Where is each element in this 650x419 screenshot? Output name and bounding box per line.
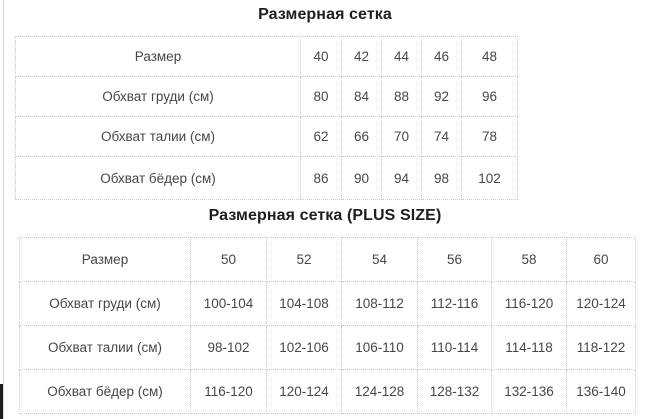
- value-cell: 86: [301, 157, 342, 200]
- value-cell: 120-124: [567, 282, 636, 326]
- size-chart-title: Размерная сетка: [258, 6, 392, 23]
- value-cell: 78: [462, 117, 518, 157]
- value-cell: 116-120: [191, 370, 267, 414]
- size-chart-hips-row: [16, 157, 518, 200]
- value-cell: 124-128: [342, 370, 418, 414]
- value-cell: 90: [342, 157, 382, 200]
- value-cell: 136-140: [567, 370, 636, 414]
- size-chart-waist-row: [16, 117, 518, 157]
- value-cell: 74: [422, 117, 462, 157]
- row-label: Обхват груди (см): [16, 77, 301, 117]
- size-chart-size-cell: 40: [301, 37, 342, 77]
- value-cell: 80: [301, 77, 342, 117]
- value-cell: 98-102: [191, 326, 267, 370]
- value-cell: 114-118: [492, 326, 567, 370]
- plus-size-chart-hips-row: [20, 370, 636, 414]
- value-cell: 96: [462, 77, 518, 117]
- plus-size-chart-size-cell: 60: [567, 238, 636, 282]
- plus-size-chart-size-cell: 50: [191, 238, 267, 282]
- plus-size-chart-size-cell: 56: [418, 238, 492, 282]
- value-cell: 106-110: [342, 326, 418, 370]
- row-label: Обхват талии (см): [16, 117, 301, 157]
- value-cell: 70: [382, 117, 422, 157]
- value-cell: 94: [382, 157, 422, 200]
- value-cell: 88: [382, 77, 422, 117]
- value-cell: 92: [422, 77, 462, 117]
- value-cell: 132-136: [492, 370, 567, 414]
- value-cell: 120-124: [267, 370, 342, 414]
- plus-size-chart-header-label: Размер: [20, 238, 191, 282]
- value-cell: 62: [301, 117, 342, 157]
- value-cell: 98: [422, 157, 462, 200]
- value-cell: 112-116: [418, 282, 492, 326]
- size-chart-size-cell: 48: [462, 37, 518, 77]
- plus-size-chart-size-cell: 58: [492, 238, 567, 282]
- size-chart-header-label: Размер: [16, 37, 301, 77]
- value-cell: 66: [342, 117, 382, 157]
- plus-size-chart-chest-row: [20, 282, 636, 326]
- value-cell: 84: [342, 77, 382, 117]
- plus-size-chart-size-cell: 54: [342, 238, 418, 282]
- size-chart-size-cell: 42: [342, 37, 382, 77]
- row-label: Обхват талии (см): [20, 326, 191, 370]
- row-label: Обхват бёдер (см): [16, 157, 301, 200]
- row-label: Обхват груди (см): [20, 282, 191, 326]
- plus-size-chart-waist-row: [20, 326, 636, 370]
- value-cell: 102-106: [267, 326, 342, 370]
- value-cell: 104-108: [267, 282, 342, 326]
- size-chart-table: [15, 36, 518, 200]
- value-cell: 102: [462, 157, 518, 200]
- value-cell: 110-114: [418, 326, 492, 370]
- value-cell: 108-112: [342, 282, 418, 326]
- row-label: Обхват бёдер (см): [20, 370, 191, 414]
- size-chart-header-row: [16, 37, 518, 77]
- size-chart-size-cell: 46: [422, 37, 462, 77]
- value-cell: 128-132: [418, 370, 492, 414]
- left-edge-scrollbar-fragment: [0, 384, 3, 419]
- size-chart-chest-row: [16, 77, 518, 117]
- plus-size-chart-title: Размерная сетка (PLUS SIZE): [208, 207, 442, 224]
- size-chart-size-cell: 44: [382, 37, 422, 77]
- value-cell: 100-104: [191, 282, 267, 326]
- plus-size-chart-header-row: [20, 238, 636, 282]
- plus-size-chart-size-cell: 52: [267, 238, 342, 282]
- plus-size-chart-table: [19, 237, 636, 414]
- value-cell: 118-122: [567, 326, 636, 370]
- value-cell: 116-120: [492, 282, 567, 326]
